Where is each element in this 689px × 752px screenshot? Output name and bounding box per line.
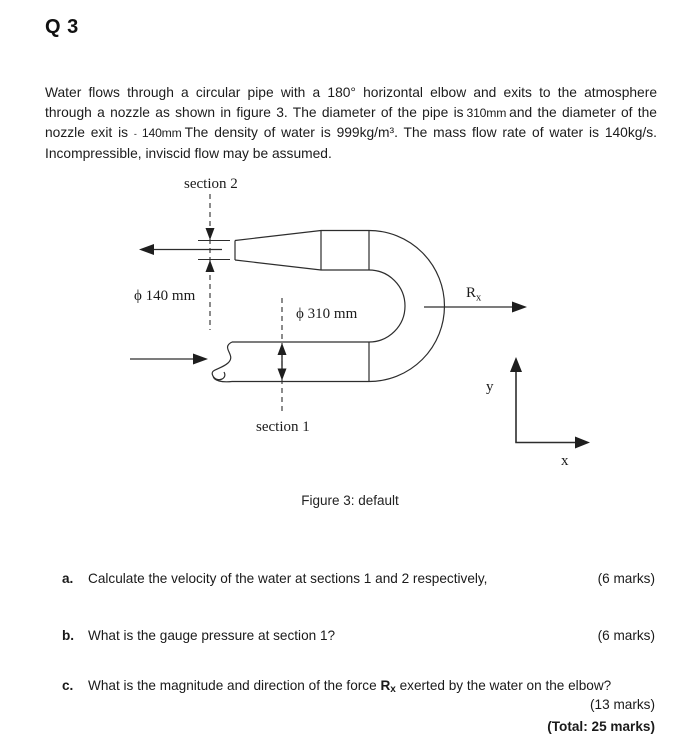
question-c <box>62 677 655 698</box>
question-c-text <box>88 677 655 698</box>
dash-mark: - <box>133 128 137 139</box>
pipe-inner-outline <box>232 260 405 342</box>
section1-arrow-up <box>278 343 287 355</box>
question-b <box>62 627 655 644</box>
intro-text-2: and the diameter of the nozzle exit is <box>45 104 657 140</box>
question-b-text: What is the gauge pressure at section 1? <box>88 628 336 643</box>
question-a <box>62 570 655 587</box>
figure-caption: Figure 3: default <box>301 493 399 508</box>
question-c-force-subscript: x <box>390 684 396 695</box>
question-c-label: c. <box>62 678 74 693</box>
section2-label: section 2 <box>184 176 238 192</box>
pipe-break-squiggle <box>212 342 232 382</box>
rx-force-arrow-head <box>512 302 527 313</box>
question-b-label: b. <box>62 628 75 643</box>
axis-x-label: x <box>561 453 569 469</box>
axis-x-arrow-head <box>575 437 590 449</box>
nozzle-diameter-value: 140mm <box>141 125 182 140</box>
pipe-diameter-value: 310mm <box>466 105 507 120</box>
total-marks: (Total: 25 marks) <box>547 719 655 734</box>
question-a-marks: (6 marks) <box>597 571 655 586</box>
pipe-diameter-label: ϕ 310 mm <box>296 306 358 322</box>
section1-label: section 1 <box>256 419 310 435</box>
inlet-flow-arrow-head <box>193 354 208 365</box>
intro-text-1: Water flows through a circular pipe with a 180° horizontal elbow and exits to the atmosphere through a nozzle as shown in figure 3. The diameter of the pipe is <box>45 84 657 120</box>
question-c-marks: (13 marks) <box>590 697 655 712</box>
question-c-text-2: exerted by the water on the elbow? <box>395 678 612 693</box>
question-c-force-symbol: R <box>380 678 391 693</box>
axis-y-label: y <box>486 379 494 395</box>
rx-force-label <box>466 285 482 304</box>
question-a-text: Calculate the velocity of the water at sections 1 and 2 respectively, <box>88 571 488 586</box>
page-title: Q 3 <box>45 16 79 38</box>
section1-arrow-down <box>278 369 287 381</box>
intro-text-3: The density of water is 999kg/m³. The mass flow rate of water is 140kg/s. Incompressible, inviscid flow may be assumed. <box>45 124 657 161</box>
question-c-text-1: What is the magnitude and direction of the force <box>88 678 381 693</box>
nozzle-diameter-label: ϕ 140 mm <box>134 288 196 304</box>
dim-arrow-down <box>206 228 215 240</box>
dim-arrow-up <box>206 260 215 272</box>
question-a-label: a. <box>62 571 74 586</box>
axis-y-arrow-head <box>510 357 522 372</box>
question-b-marks: (6 marks) <box>597 628 655 643</box>
rx-force-label-main: R <box>466 285 477 301</box>
rx-force-label-sub: x <box>476 292 482 304</box>
exit-flow-arrow-head <box>139 244 154 255</box>
